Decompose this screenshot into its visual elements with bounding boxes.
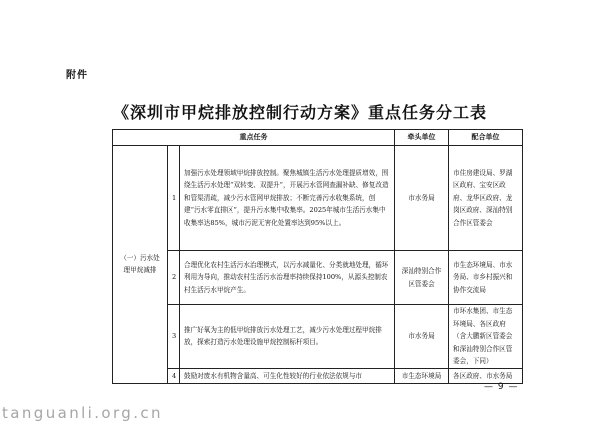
table-row [113, 146, 523, 251]
task-cell: 推广好氧为主的低甲烷排放污水处理工艺，减少污水处理过程甲烷排放，探索打造污水处理设施甲烷控制标杆项目。 [180, 305, 395, 369]
row-number: 4 [168, 368, 180, 383]
header-coop-unit: 配合单位 [449, 130, 523, 146]
document-title: 《深圳市甲烷排放控制行动方案》重点任务分工表 [112, 103, 487, 122]
task-cell: 加强污水处理领域甲烷排放控制。聚焦城镇生活污水处理提质增效，围绕生活污水处理“双转变、双提升”，开展污水管网查漏补缺、修复改造和管渠清疏，减少污水管网甲烷排放；不断完善污水收集系统，创建“污水零直排区”，提升污水集中收集率。2025年城市生活污水集中收集率达85%，城市污泥无害化处置率达到95%以上。 [180, 146, 395, 251]
table-row [113, 251, 523, 305]
attachment-label: 附件 [66, 70, 88, 81]
coop-unit-cell: 市环水集团、市生态环境局、各区政府（含大鹏新区管委会和深汕特别合作区管委会，下同） [449, 305, 523, 369]
header-lead-unit: 牵头单位 [395, 130, 449, 146]
coop-unit-cell: 市生态环境局、市水务局、市乡村振兴和协作交流局 [449, 251, 523, 305]
table-row [113, 305, 523, 369]
task-division-table [112, 129, 523, 384]
lead-unit-cell: 市生态环境局 [395, 368, 449, 383]
category-cell: （一）污水处理甲烷减排 [113, 146, 168, 384]
table-row [113, 368, 523, 383]
task-cell: 鼓励对废水有机物含量高、可生化性较好的行业依法依规与市 [180, 368, 395, 383]
task-cell: 合理优化农村生活污水治理模式，以污水减量化、分类就地处理，循环利用为导向，推动农村生活污水治理率持续保持100%，从源头控制农村生活污水甲烷产生。 [180, 251, 395, 305]
coop-unit-cell: 市住房建设局、罗湖区政府、宝安区政府、龙华区政府、龙岗区政府、深汕特别合作区管委会 [449, 146, 523, 251]
table-header-row [113, 130, 523, 146]
lead-unit-cell: 市水务局 [395, 305, 449, 369]
lead-unit-cell: 市水务局 [395, 146, 449, 251]
header-key-task: 重点任务 [113, 130, 395, 146]
row-number: 3 [168, 305, 180, 369]
coop-unit-cell: 各区政府、市水务局 [449, 368, 523, 383]
row-number: 2 [168, 251, 180, 305]
lead-unit-cell: 深汕特别合作区管委会 [395, 251, 449, 305]
watermark: tanguanli.org.cn [2, 404, 163, 422]
page-number: — 9 — [484, 382, 519, 392]
row-number: 1 [168, 146, 180, 251]
